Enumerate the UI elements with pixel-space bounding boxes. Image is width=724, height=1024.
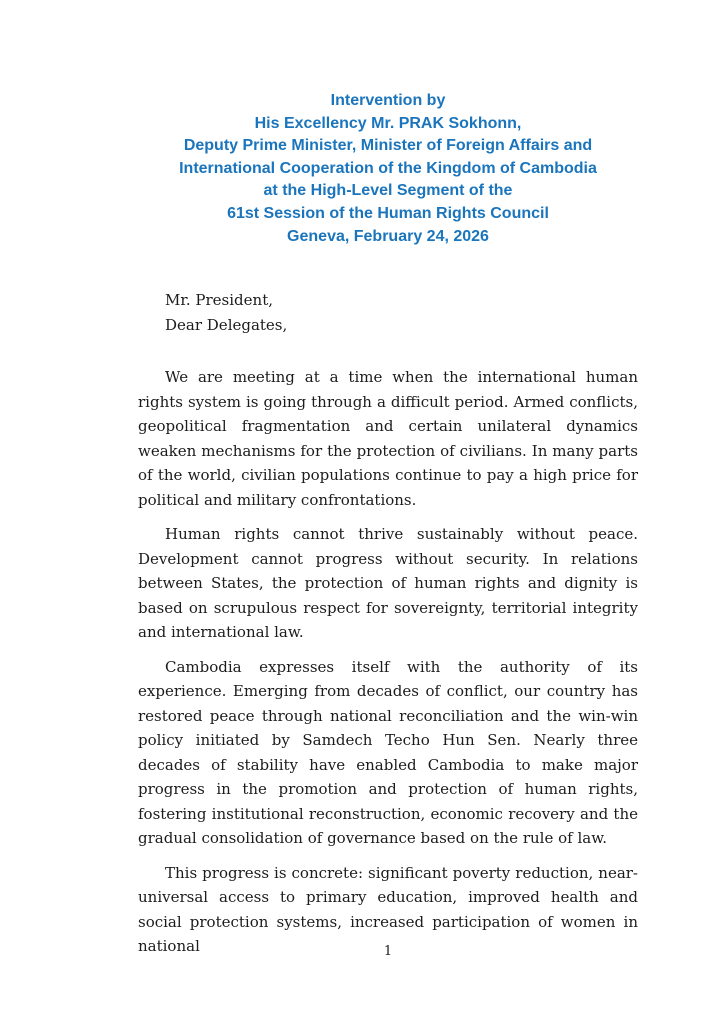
title-line-2: His Excellency Mr. PRAK Sokhonn, (254, 114, 522, 132)
title-line-3: Deputy Prime Minister, Minister of Foreign Affairs and (183, 137, 593, 155)
paragraph-2: Human rights cannot thrive sustainably without peace. Development cannot progress without security. In relations between States, the protection of human rights and dignity is based on scrupulous respect for sovereignty, territorial integrity and international law. (138, 525, 638, 642)
paragraph-1: We are meeting at a time when the international human rights system is going through a difficult period. Armed conflicts, geopolitical fragmentation and certain unilateral dynamics weaken mechanisms for the protection of civilians. In many parts of the world, civilian populations continue to pay a high price for political and military confrontations. (138, 368, 638, 509)
page-number: 1 (383, 944, 393, 959)
title-line-4: International Cooperation of the Kingdom of Cambodia (179, 159, 597, 177)
document-title-block (138, 90, 638, 248)
title-line-6: 61st Session of the Human Rights Council (227, 204, 549, 222)
salutation-line-president: Mr. President, (165, 291, 273, 310)
title-line-1: Intervention by (330, 92, 446, 109)
paragraph-3: Cambodia expresses itself with the authority of its experience. Emerging from decades of conflict, our country has restored peace through national reconciliation and the win-win policy initiated by Samdech Techo Hun Sen. Nearly three decades of stability have enabled Cambodia to make major progress in the promotion and protection of human rights, fostering institutional reconstruction, economic recovery and the gradual consolidation of governance based on the rule of law. (138, 657, 638, 848)
speech-body (138, 365, 638, 959)
title-line-7: Geneva, February 24, 2026 (287, 227, 489, 245)
salutation-line-delegates: Dear Delegates, (165, 315, 288, 334)
document-content (138, 0, 638, 959)
salutation-block (138, 288, 638, 337)
title-line-5: at the High-Level Segment of the (263, 182, 513, 200)
paragraph-4: This progress is concrete: significant poverty reduction, near-universal access to primary education, improved health and social protection systems, increased participation of women in national (138, 863, 638, 956)
